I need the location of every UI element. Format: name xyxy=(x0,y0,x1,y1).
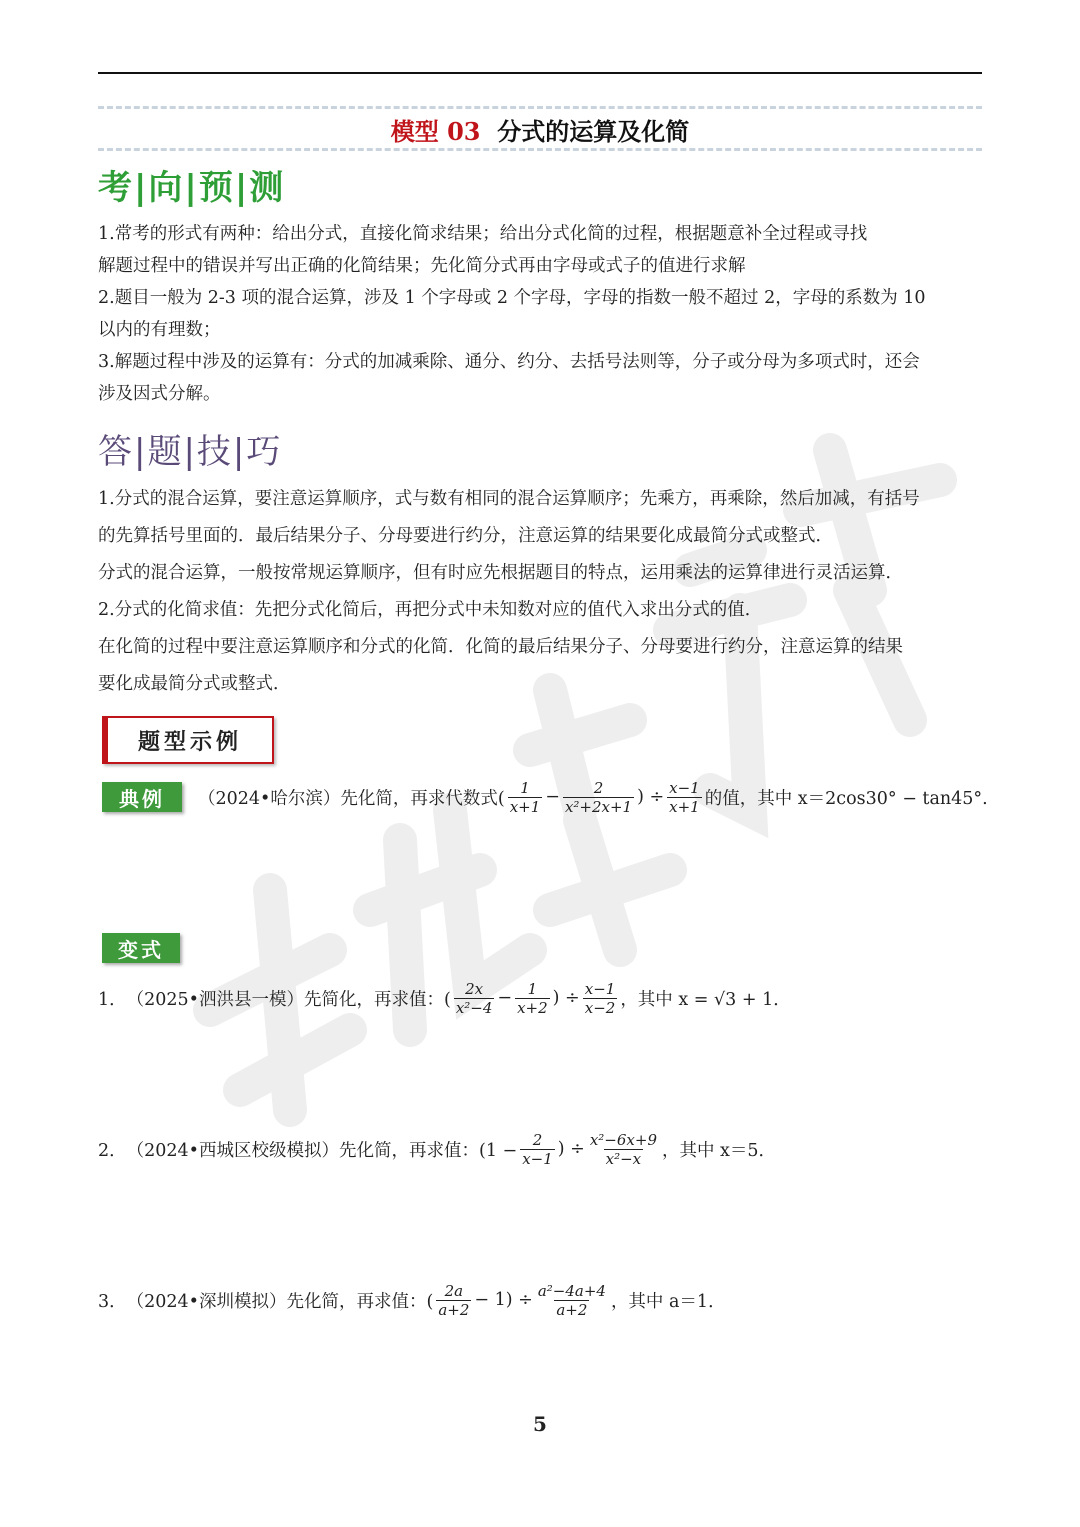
forecast-line: 涉及因式分解。 xyxy=(98,384,221,404)
tips-line: 分式的混合运算，一般按常规运算顺序，但有时应先根据题目的特点，运用乘法的运算律进行灵活运算． xyxy=(98,563,903,583)
section-heading-tips: 答|题|技|巧 xyxy=(98,432,283,472)
forecast-line: 2.题目一般为 2-3 项的混合运算，涉及 1 个字母或 2 个字母，字母的指数一般不超过 2，字母的系数为 10 xyxy=(98,288,926,308)
denominator: x²−4 xyxy=(455,998,493,1017)
typical-suffix: 的值，其中 x＝2cos30° − tan45°. xyxy=(704,788,988,809)
tips-line: 的先算括号里面的．最后结果分子、分母要进行约分，注意运算的结果要化成最简分式或整式． xyxy=(98,526,833,546)
typical-prefix: （2024•哈尔滨）先化简，再求代数式( xyxy=(198,788,505,809)
operator: − xyxy=(497,988,513,1008)
denominator: a+2 xyxy=(556,1300,588,1319)
denominator: a+2 xyxy=(438,1300,470,1319)
tips-line: 1.分式的混合运算，要注意运算顺序，式与数有相同的混合运算顺序；先乘方，再乘除，然后加减，有括号 xyxy=(98,489,920,509)
fraction xyxy=(563,779,634,816)
fraction xyxy=(588,1131,659,1168)
operator: ) ÷ xyxy=(557,1139,585,1159)
denominator: x²−x xyxy=(605,1149,642,1168)
question-3 xyxy=(98,1277,726,1323)
header-rule xyxy=(98,72,982,74)
numerator: x²−6x+9 xyxy=(589,1130,657,1149)
forecast-paragraph xyxy=(98,218,982,410)
numerator: a²−4a+4 xyxy=(537,1281,606,1300)
numerator: 2 xyxy=(532,1130,543,1149)
operator: − xyxy=(545,787,560,807)
fraction xyxy=(536,1282,608,1319)
numerator: 2a xyxy=(444,1281,464,1300)
question-prefix: （2024•西城区校级模拟）先化简，再求值：(1 − xyxy=(126,1140,518,1161)
operator: − 1) ÷ xyxy=(474,1290,533,1310)
model-label: 模型 03 xyxy=(390,117,481,146)
title-dash-bottom xyxy=(98,148,982,151)
forecast-line: 3.解题过程中涉及的运算有：分式的加减乘除、通分、约分、去括号法则等，分子或分母为多项式时，还会 xyxy=(98,352,920,372)
numerator: 1 xyxy=(520,778,530,797)
title-dash-top xyxy=(98,106,982,109)
typical-example-question xyxy=(198,774,988,820)
numerator: x−1 xyxy=(669,778,700,797)
numerator: 1 xyxy=(527,979,538,998)
question-prefix: （2025•泗洪县一模）先简化，再求值：( xyxy=(126,989,451,1010)
section-heading-forecast: 考|向|预|测 xyxy=(98,168,286,208)
numerator: x−1 xyxy=(584,979,616,998)
question-1 xyxy=(98,975,791,1021)
page-number: 5 xyxy=(533,1412,547,1436)
tips-line: 要化成最简分式或整式． xyxy=(98,674,291,694)
denominator: x−1 xyxy=(522,1149,553,1168)
forecast-line: 解题过程中的错误并写出正确的化简结果；先化简分式再由字母或式子的值进行求解 xyxy=(98,256,746,276)
tips-paragraph xyxy=(98,481,982,703)
question-2 xyxy=(98,1126,776,1172)
question-suffix: ，其中 a＝1． xyxy=(610,1291,726,1312)
typical-example-badge: 典例 xyxy=(102,782,182,812)
denominator: x+2 xyxy=(517,998,548,1017)
denominator: x+1 xyxy=(669,797,700,816)
fraction xyxy=(436,1282,471,1319)
operator: ) ÷ xyxy=(637,787,665,807)
forecast-line: 1.常考的形式有两种：给出分式，直接化简求结果；给出分式化简的过程，根据题意补全过程或寻找 xyxy=(98,224,868,244)
fraction xyxy=(454,980,495,1017)
question-suffix: ，其中 x＝5． xyxy=(661,1140,777,1161)
denominator: x−2 xyxy=(584,998,616,1017)
forecast-line: 以内的有理数； xyxy=(98,320,221,340)
example-type-tag: 题型示例 xyxy=(102,716,274,764)
operator: ) ÷ xyxy=(552,988,580,1008)
fraction xyxy=(583,980,618,1017)
question-suffix: ，其中 x = √3 + 1． xyxy=(620,989,791,1010)
numerator: 2x xyxy=(465,979,484,998)
fraction xyxy=(667,779,702,816)
question-number: 2． xyxy=(98,1140,127,1161)
question-prefix: （2024•深圳模拟）先化简，再求值：( xyxy=(126,1291,434,1312)
numerator: 2 xyxy=(593,778,604,797)
tips-line: 2.分式的化简求值：先把分式化简后，再把分式中未知数对应的值代入求出分式的值． xyxy=(98,600,763,620)
denominator: x²+2x+1 xyxy=(564,797,633,816)
fraction xyxy=(520,1131,555,1168)
tips-line: 在化简的过程中要注意运算顺序和分式的化简．化简的最后结果分子、分母要进行约分，注意运算的结果 xyxy=(98,637,903,657)
denominator: x+1 xyxy=(509,797,541,816)
variant-badge: 变式 xyxy=(102,933,180,963)
question-number: 1． xyxy=(98,989,127,1010)
question-number: 3． xyxy=(98,1291,127,1312)
fraction xyxy=(515,980,550,1017)
title-text: 分式的运算及化简 xyxy=(497,117,690,146)
page-title xyxy=(0,112,1080,147)
fraction xyxy=(508,779,543,816)
